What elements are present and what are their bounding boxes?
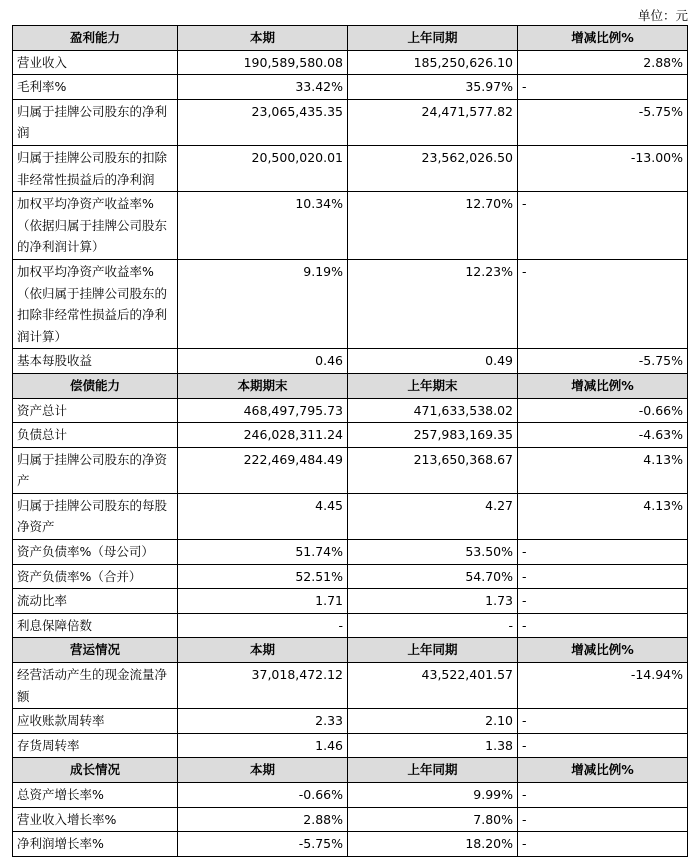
change-cell: -5.75% [518,99,688,145]
metric-cell: 经营活动产生的现金流量净额 [13,663,178,709]
table-row [13,589,688,614]
current-cell: 1.46 [178,733,348,758]
change-cell: - [518,783,688,808]
prior-cell: 35.97% [348,75,518,100]
section-header-row [13,373,688,398]
table-row [13,259,688,348]
change-cell: - [518,192,688,260]
prior-cell: 257,983,169.35 [348,423,518,448]
header-cell-prior: 上年同期 [348,638,518,663]
current-cell: 4.45 [178,493,348,539]
current-cell: - [178,613,348,638]
metric-cell: 总资产增长率% [13,783,178,808]
change-cell: - [518,259,688,348]
change-cell: - [518,807,688,832]
metric-cell: 加权平均净资产收益率%（依据归属于挂牌公司股东的净利润计算） [13,192,178,260]
metric-cell: 加权平均净资产收益率%（依归属于挂牌公司股东的扣除非经常性损益后的净利润计算） [13,259,178,348]
change-cell: - [518,709,688,734]
metric-cell: 基本每股收益 [13,349,178,374]
current-cell: 468,497,795.73 [178,398,348,423]
change-cell: 2.88% [518,50,688,75]
metric-cell: 资产负债率%（母公司） [13,540,178,565]
prior-cell: 1.73 [348,589,518,614]
prior-cell: 7.80% [348,807,518,832]
current-cell: 52.51% [178,564,348,589]
current-cell: 0.46 [178,349,348,374]
table-row [13,75,688,100]
header-cell-current: 本期期末 [178,373,348,398]
metric-cell: 归属于挂牌公司股东的净利润 [13,99,178,145]
prior-cell: - [348,613,518,638]
change-cell: - [518,832,688,857]
prior-cell: 23,562,026.50 [348,145,518,191]
table-row [13,783,688,808]
header-cell-prior: 上年同期 [348,26,518,51]
prior-cell: 0.49 [348,349,518,374]
header-cell-metric: 成长情况 [13,758,178,783]
prior-cell: 9.99% [348,783,518,808]
prior-cell: 53.50% [348,540,518,565]
table-row [13,493,688,539]
metric-cell: 营业收入增长率% [13,807,178,832]
metric-cell: 应收账款周转率 [13,709,178,734]
change-cell: - [518,589,688,614]
change-cell: - [518,613,688,638]
current-cell: 246,028,311.24 [178,423,348,448]
table-row [13,807,688,832]
prior-cell: 54.70% [348,564,518,589]
header-cell-metric: 偿债能力 [13,373,178,398]
current-cell: 190,589,580.08 [178,50,348,75]
prior-cell: 18.20% [348,832,518,857]
change-cell: -0.66% [518,398,688,423]
metric-cell: 资产总计 [13,398,178,423]
current-cell: 10.34% [178,192,348,260]
header-cell-prior: 上年期末 [348,373,518,398]
header-cell-change: 增减比例% [518,758,688,783]
prior-cell: 12.23% [348,259,518,348]
current-cell: 1.71 [178,589,348,614]
metric-cell: 净利润增长率% [13,832,178,857]
prior-cell: 213,650,368.67 [348,447,518,493]
table-row [13,663,688,709]
table-row [13,613,688,638]
prior-cell: 471,633,538.02 [348,398,518,423]
prior-cell: 1.38 [348,733,518,758]
current-cell: 37,018,472.12 [178,663,348,709]
metric-cell: 利息保障倍数 [13,613,178,638]
prior-cell: 24,471,577.82 [348,99,518,145]
metric-cell: 资产负债率%（合并） [13,564,178,589]
current-cell: 9.19% [178,259,348,348]
header-cell-metric: 营运情况 [13,638,178,663]
prior-cell: 4.27 [348,493,518,539]
table-row [13,50,688,75]
metric-cell: 存货周转率 [13,733,178,758]
header-cell-prior: 上年同期 [348,758,518,783]
table-row [13,349,688,374]
prior-cell: 2.10 [348,709,518,734]
table-row [13,145,688,191]
header-cell-current: 本期 [178,638,348,663]
current-cell: -0.66% [178,783,348,808]
table-row [13,423,688,448]
header-cell-change: 增减比例% [518,373,688,398]
header-cell-change: 增减比例% [518,638,688,663]
metric-cell: 毛利率% [13,75,178,100]
header-cell-current: 本期 [178,758,348,783]
table-row [13,192,688,260]
metric-cell: 归属于挂牌公司股东的扣除非经常性损益后的净利润 [13,145,178,191]
current-cell: -5.75% [178,832,348,857]
section-header-row [13,26,688,51]
current-cell: 51.74% [178,540,348,565]
current-cell: 23,065,435.35 [178,99,348,145]
change-cell: -5.75% [518,349,688,374]
metric-cell: 营业收入 [13,50,178,75]
financial-indicators-table [12,25,688,857]
table-row [13,447,688,493]
change-cell: -4.63% [518,423,688,448]
table-row [13,99,688,145]
header-cell-change: 增减比例% [518,26,688,51]
metric-cell: 流动比率 [13,589,178,614]
current-cell: 20,500,020.01 [178,145,348,191]
prior-cell: 12.70% [348,192,518,260]
current-cell: 2.88% [178,807,348,832]
change-cell: - [518,564,688,589]
change-cell: - [518,733,688,758]
metric-cell: 归属于挂牌公司股东的净资产 [13,447,178,493]
current-cell: 33.42% [178,75,348,100]
change-cell: - [518,75,688,100]
change-cell: -14.94% [518,663,688,709]
header-cell-current: 本期 [178,26,348,51]
change-cell: - [518,540,688,565]
table-row [13,709,688,734]
table-row [13,832,688,857]
table-row [13,398,688,423]
change-cell: -13.00% [518,145,688,191]
section-header-row [13,758,688,783]
table-row [13,733,688,758]
prior-cell: 185,250,626.10 [348,50,518,75]
change-cell: 4.13% [518,493,688,539]
prior-cell: 43,522,401.57 [348,663,518,709]
table-row [13,540,688,565]
current-cell: 222,469,484.49 [178,447,348,493]
metric-cell: 归属于挂牌公司股东的每股净资产 [13,493,178,539]
current-cell: 2.33 [178,709,348,734]
unit-label: 单位：元 [637,8,688,23]
table-row [13,564,688,589]
metric-cell: 负债总计 [13,423,178,448]
section-header-row [13,638,688,663]
header-cell-metric: 盈利能力 [13,26,178,51]
change-cell: 4.13% [518,447,688,493]
